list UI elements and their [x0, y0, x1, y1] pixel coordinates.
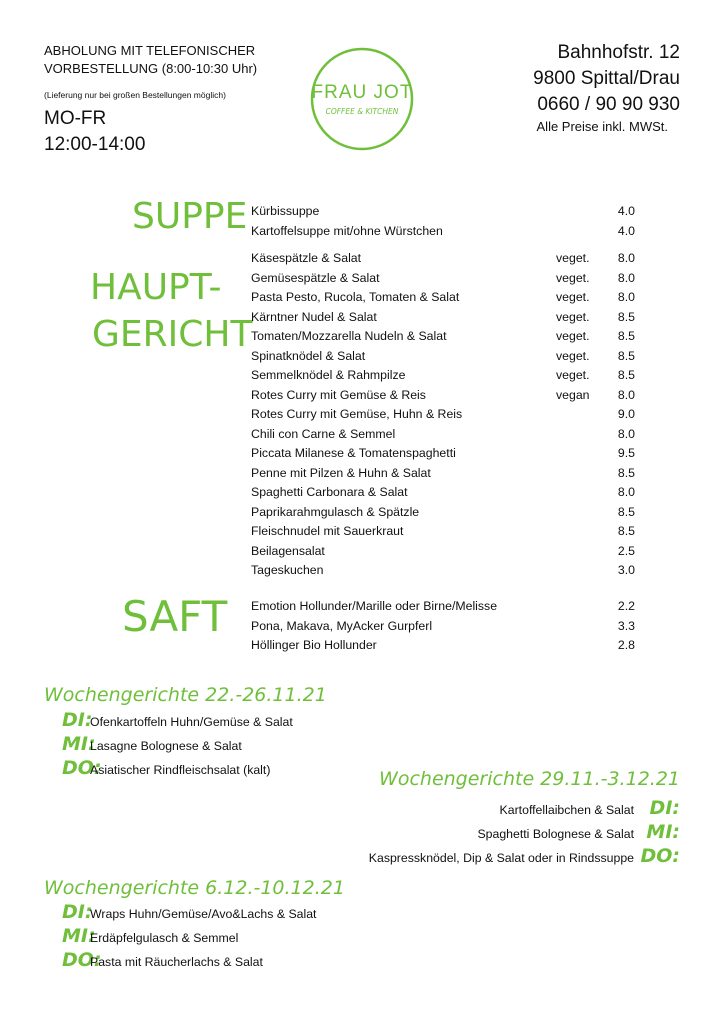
section-title-haupt: HAUPT-	[90, 267, 222, 308]
menu-item	[251, 327, 635, 347]
menu-item	[251, 617, 635, 637]
menu-item	[251, 561, 635, 581]
menu-item-name: Kürbissuppe	[251, 204, 320, 218]
weekday-label: DO:	[62, 949, 102, 971]
menu-item-price: 8.5	[617, 368, 635, 382]
menu-item	[251, 202, 635, 222]
menu-item	[251, 386, 635, 406]
menu-item-name: Piccata Milanese & Tomatenspaghetti	[251, 446, 456, 460]
menu-item	[251, 464, 635, 484]
weekday-label: MI:	[62, 733, 96, 755]
menu-item-name: Rotes Curry mit Gemüse & Reis	[251, 387, 426, 402]
menu-item	[251, 522, 635, 542]
pickup-info-line2: VORBESTELLUNG (8:00-10:30 Uhr)	[44, 61, 258, 76]
menu-item-name: Pona, Makava, MyAcker Gurpferl	[251, 618, 433, 633]
menu-item-name: Penne mit Pilzen & Huhn & Salat	[251, 465, 431, 480]
menu-item	[251, 636, 635, 656]
menu-item-price: 3.0	[617, 563, 635, 577]
menu-item-price: 2.8	[617, 638, 635, 652]
section-title-gericht: GERICHT	[92, 314, 253, 355]
menu-item	[251, 503, 635, 523]
logo	[307, 44, 417, 154]
menu-item-diet-tag: vegan	[556, 387, 590, 402]
weekly-dish: Lasagne Bolognese & Salat	[90, 739, 242, 753]
weekly-dish: Kaspressknödel, Dip & Salat oder in Rindssuppe	[368, 851, 634, 865]
section-title-suppe: SUPPE	[132, 196, 248, 237]
menu-item	[251, 542, 635, 562]
section-title-saft: SAFT	[122, 592, 228, 641]
menu-item-name: Chili con Carne & Semmel	[251, 426, 396, 441]
menu-item	[251, 366, 635, 386]
menu-item-name: Paprikarahmgulasch & Spätzle	[251, 504, 420, 519]
menu-item-name: Semmelknödel & Rahmpilze	[251, 368, 406, 382]
menu-item	[251, 249, 635, 269]
menu-item-name: Emotion Hollunder/Marille oder Birne/Melisse	[251, 599, 498, 613]
weekly-dish: Spaghetti Bolognese & Salat	[477, 827, 634, 841]
menu-item-name: Kärntner Nudel & Salat	[251, 309, 377, 324]
menu-item-diet-tag: veget.	[556, 348, 590, 363]
menu-item-price: 2.5	[617, 543, 635, 558]
menu-item	[251, 597, 635, 617]
menu-item-price: 8.0	[617, 387, 635, 402]
menu-item-diet-tag: veget.	[556, 290, 590, 304]
menu-item	[251, 483, 635, 503]
weekly-title: Wochengerichte 22.-26.11.21	[44, 684, 327, 706]
menu-item-name: Höllinger Bio Hollunder	[251, 638, 377, 652]
menu-item	[251, 222, 635, 242]
pickup-info-line1: ABHOLUNG MIT TELEFONISCHER	[44, 43, 256, 58]
menu-item-price: 8.5	[617, 524, 635, 538]
weekly-dish: Kartoffellaibchen & Salat	[499, 803, 634, 817]
menu-item-price: 8.5	[617, 465, 635, 480]
menu-item-name: Pasta Pesto, Rucola, Tomaten & Salat	[251, 290, 460, 304]
weekly-dish: Asiatischer Rindfleischsalat (kalt)	[90, 763, 271, 777]
address-city: 9800 Spittal/Drau	[533, 68, 680, 89]
opening-days: MO-FR	[44, 108, 107, 129]
weekly-dish: Erdäpfelgulasch & Semmel	[90, 931, 239, 945]
menu-item-diet-tag: veget.	[556, 368, 590, 382]
menu-item-diet-tag: veget.	[556, 329, 590, 343]
weekday-label: DO:	[62, 757, 102, 779]
menu-item	[251, 288, 635, 308]
menu-item-price: 8.5	[617, 504, 635, 519]
weekly-title: Wochengerichte 6.12.-10.12.21	[44, 877, 345, 899]
menu-item	[251, 269, 635, 289]
delivery-note: (Lieferung nur bei großen Bestellungen möglich)	[44, 90, 226, 100]
menu-item-price: 8.0	[617, 251, 635, 265]
menu-item-name: Fleischnudel mit Sauerkraut	[251, 524, 404, 538]
menu-item	[251, 405, 635, 425]
weekly-dish: Pasta mit Räucherlachs & Salat	[90, 955, 263, 969]
menu-item-name: Spinatknödel & Salat	[251, 348, 366, 363]
weekly-title: Wochengerichte 29.11.-3.12.21	[379, 768, 680, 790]
menu-item-price: 8.0	[617, 270, 635, 285]
menu-item-price: 8.5	[617, 348, 635, 363]
menu-item	[251, 308, 635, 328]
vat-note: Alle Preise inkl. MWSt.	[536, 119, 668, 134]
menu-item-name: Tomaten/Mozzarella Nudeln & Salat	[251, 329, 447, 343]
logo-subtitle: COFFEE & KITCHEN	[325, 107, 399, 116]
menu-item-price: 8.5	[617, 309, 635, 324]
menu-item-name: Rotes Curry mit Gemüse, Huhn & Reis	[251, 407, 463, 421]
menu-item-name: Kartoffelsuppe mit/ohne Würstchen	[251, 223, 443, 238]
menu-item-price: 8.5	[617, 329, 635, 343]
menu-item-diet-tag: veget.	[556, 251, 590, 265]
weekly-dish: Ofenkartoffeln Huhn/Gemüse & Salat	[90, 715, 293, 729]
weekday-label: MI:	[646, 821, 680, 843]
menu-item-name: Gemüsespätzle & Salat	[251, 270, 380, 285]
weekday-label: DI:	[62, 709, 93, 731]
logo-name: FRAU JOT	[311, 82, 413, 103]
menu-item-price: 3.3	[617, 618, 635, 633]
weekday-label: DO:	[640, 845, 680, 867]
address-street: Bahnhofstr. 12	[557, 42, 680, 63]
menu-item	[251, 347, 635, 367]
menu-item-price: 8.0	[617, 485, 635, 499]
weekly-dish: Wraps Huhn/Gemüse/Avo&Lachs & Salat	[90, 907, 317, 921]
menu-item-price: 4.0	[617, 223, 635, 238]
weekday-label: DI:	[649, 797, 680, 819]
menu-item-price: 8.0	[617, 290, 635, 304]
opening-hours: 12:00-14:00	[44, 134, 146, 155]
menu-item	[251, 444, 635, 464]
menu-item-diet-tag: veget.	[556, 270, 590, 285]
menu-item-name: Beilagensalat	[251, 543, 325, 558]
phone-number: 0660 / 90 90 930	[537, 94, 680, 115]
menu-item-diet-tag: veget.	[556, 309, 590, 324]
menu-item	[251, 425, 635, 445]
menu-item-name: Käsespätzle & Salat	[251, 251, 362, 265]
weekday-label: DI:	[62, 901, 93, 923]
menu-item-price: 9.5	[617, 446, 635, 460]
menu-item-price: 2.2	[617, 599, 635, 613]
menu-item-price: 8.0	[617, 426, 635, 441]
weekday-label: MI:	[62, 925, 96, 947]
menu-item-name: Tageskuchen	[251, 563, 324, 577]
menu-item-name: Spaghetti Carbonara & Salat	[251, 485, 408, 499]
menu-item-price: 4.0	[617, 204, 635, 218]
menu-item-price: 9.0	[617, 407, 635, 421]
